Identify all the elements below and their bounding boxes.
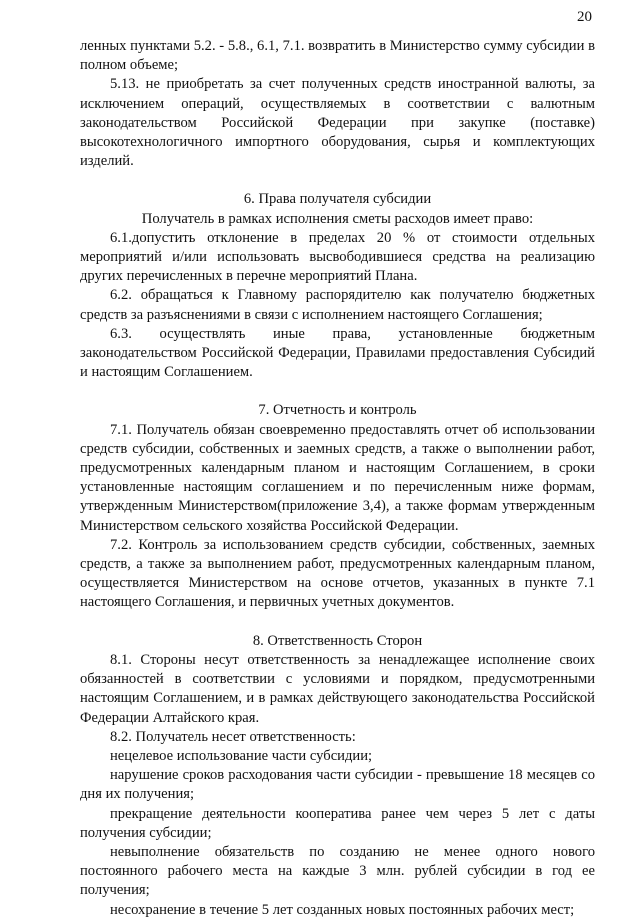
paragraph: ленных пунктами 5.2. - 5.8., 6.1, 7.1. возвратить в Министерство сумму субсидии в полном объеме; [80, 38, 595, 74]
paragraph: 6.2. обращаться к Главному распорядителю как получателю бюджетных средств за разъяснениями в связи с исполнением настоящего Соглашения; [80, 287, 595, 323]
paragraph: 6.1.допустить отклонение в пределах 20 % от стоимости отдельных мероприятий и/или использовать высвободившиеся средства на реализацию других перечисленных в перечне мероприятий Плана. [80, 229, 595, 285]
page-number: 20 [577, 9, 592, 25]
paragraph: 7.2. Контроль за использованием средств субсидии, собственных, заемных средств, а также за выполнением работ, предусмотренных календарным планом, осуществляется Министерством на основе отчетов, указанных в пункте 7.1 настоящего Соглашения, и первичных учетных документов. [80, 536, 595, 611]
section-heading: 7. Отчетность и контроль [258, 402, 417, 419]
paragraph: нарушение сроков расходования части субсидии - превышение 18 месяцев со дня их получения; [80, 767, 595, 803]
section-heading: 6. Права получателя субсидии [243, 191, 432, 208]
paragraph: нецелевое использование части субсидии; [110, 747, 373, 764]
paragraph: 6.3. осуществлять иные права, установленные бюджетным законодательством Российской Федерации, Правилами предоставления Субсидий и настоящим Соглашением. [80, 325, 595, 381]
spacer [80, 613, 595, 632]
paragraph: несохранение в течение 5 лет созданных новых постоянных рабочих мест; [110, 901, 575, 918]
paragraph: 8.2. Получатель несет ответственность: [110, 728, 356, 745]
paragraph: 8.1. Стороны несут ответственность за ненадлежащее исполнение своих обязанностей в соответствии с условиями и порядком, предусмотренными настоящим Соглашением, и в рамках действующего законодательства Российской Федерации Алтайского края. [80, 651, 595, 726]
spacer [80, 171, 595, 190]
paragraph: невыполнение обязательств по созданию не менее одного нового постоянного рабочего места на каждые 3 млн. рублей субсидии в год ее получения; [80, 843, 595, 899]
paragraph: 5.13. не приобретать за счет полученных средств иностранной валюты, за исключением операций, осуществляемых в соответствии с валютным законодательством Российской Федерации при закупке (поставке) высокотехнологичного импортного оборудования, сырья и комплектующих изделий. [80, 76, 595, 170]
spacer [80, 382, 595, 401]
paragraph: прекращение деятельности кооператива ранее чем через 5 лет с даты получения субсидии; [80, 805, 595, 841]
document-body [80, 37, 595, 920]
section-heading: 8. Ответственность Сторон [252, 632, 423, 649]
section-heading: Получатель в рамках исполнения сметы расходов имеет право: [141, 210, 534, 227]
paragraph: 7.1. Получатель обязан своевременно предоставлять отчет об использовании средств субсидии, собственных и заемных средств, а также о выполнении работ, предусмотренных календарным планом и настоящим Соглашением, в сроки установленные настоящим соглашением и по перечисленным ниже формам, утвержденным Министерством(приложение 3,4), а также формам утвержденным Министерством сельского хозяйства Российской Федерации. [80, 421, 595, 534]
